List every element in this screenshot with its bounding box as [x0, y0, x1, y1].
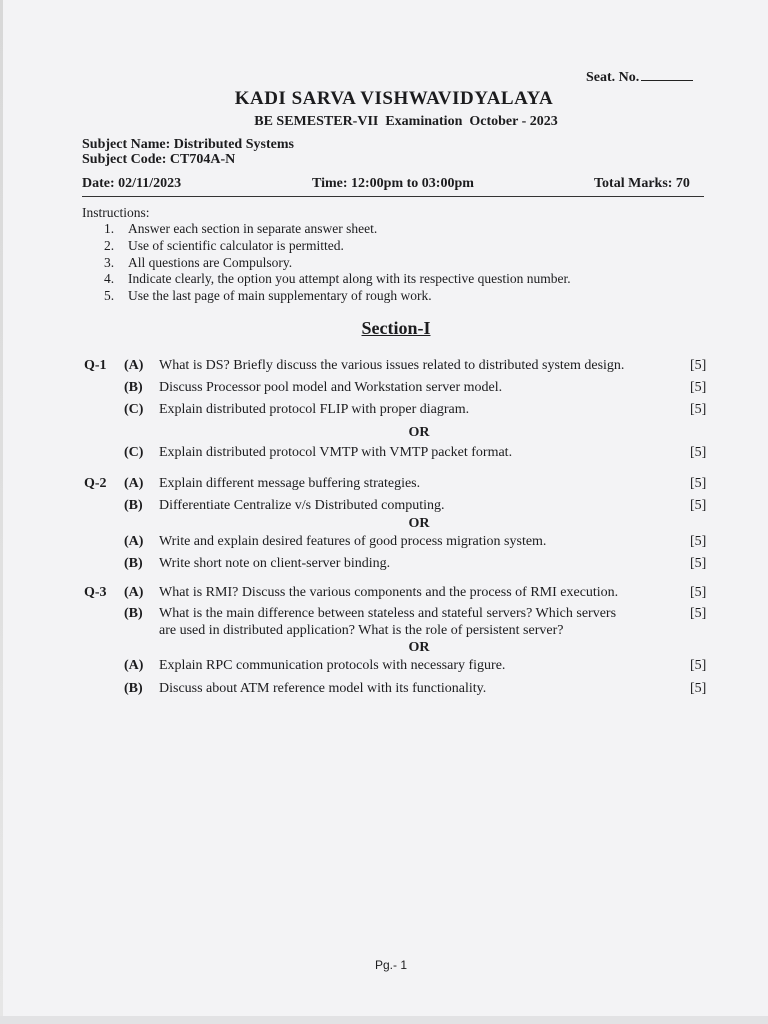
header-divider: [82, 196, 704, 197]
q3-part-a-text: What is RMI? Discuss the various components and the process of RMI execution.: [159, 585, 619, 600]
q3-part-b-text-line1: What is the main difference between stateless and stateful servers? Which servers: [159, 606, 617, 621]
q3-alt-part-b-label: (B): [124, 681, 143, 696]
q2-part-b-marks: [5]: [690, 498, 707, 513]
instruction-item: 1. Answer each section in separate answer sheet.: [104, 221, 378, 236]
q2-alt-part-a-label: (A): [124, 534, 144, 549]
seat-blank-line: [641, 68, 693, 81]
section-title: Section-I: [361, 318, 431, 338]
q1-alt-part-c-label: (C): [124, 445, 144, 460]
q1-part-a-label: (A): [124, 358, 144, 373]
q1-alt-part-c-text: Explain distributed protocol VMTP with VMTP packet format.: [159, 445, 513, 460]
q2-alt-part-b-marks: [5]: [690, 556, 707, 571]
subject-name: Subject Name: Distributed Systems: [82, 137, 294, 152]
q2-alt-part-a-text: Write and explain desired features of good process migration system.: [159, 534, 547, 549]
q3-alt-part-a-label: (A): [124, 658, 144, 673]
q1-part-b-marks: [5]: [690, 380, 707, 395]
scan-left-edge: [0, 0, 3, 1024]
q3-part-a-marks: [5]: [690, 585, 707, 600]
instruction-item: 2. Use of scientific calculator is permitted.: [104, 237, 344, 253]
q3-part-a-label: (A): [124, 585, 144, 600]
question-number-q2: Q-2: [84, 476, 107, 491]
total-marks: Total Marks: 70: [594, 176, 690, 191]
q1-part-c-label: (C): [124, 402, 144, 417]
q1-part-b-label: (B): [124, 380, 143, 395]
q3-alt-part-b-text: Discuss about ATM reference model with its functionality.: [159, 681, 487, 696]
page-number: Pg.- 1: [374, 958, 407, 972]
q1-alt-part-c-marks: [5]: [690, 445, 707, 460]
seat-number: [586, 68, 693, 86]
q1-part-c-marks: [5]: [690, 402, 707, 417]
q1-part-b-text: Discuss Processor pool model and Workstation server model.: [159, 380, 503, 395]
q1-part-a-text: What is DS? Briefly discuss the various issues related to distributed system design.: [159, 358, 625, 373]
instructions-heading: Instructions:: [82, 205, 150, 220]
q2-part-a-marks: [5]: [690, 476, 707, 491]
exam-date: Date: 02/11/2023: [82, 176, 182, 191]
exam-title: BE SEMESTER-VII Examination October - 2023: [254, 114, 558, 129]
question-number-q3: Q-3: [84, 585, 107, 600]
or-separator: OR: [408, 425, 430, 440]
exam-time: Time: 12:00pm to 03:00pm: [312, 176, 474, 191]
seat-label: Seat. No.: [586, 70, 640, 85]
instructions-list: [104, 221, 571, 305]
or-separator: OR: [408, 516, 430, 531]
q3-alt-part-a-text: Explain RPC communication protocols with necessary figure.: [159, 658, 506, 673]
q3-alt-part-b-marks: [5]: [690, 681, 707, 696]
q3-part-b-marks: [5]: [690, 606, 707, 621]
q3-part-b-label: (B): [124, 606, 143, 621]
q2-alt-part-b-text: Write short note on client-server binding.: [159, 556, 391, 571]
q2-alt-part-b-label: (B): [124, 556, 143, 571]
q1-part-c-text: Explain distributed protocol FLIP with proper diagram.: [159, 402, 470, 417]
university-name: KADI SARVA VISHWAVIDYALAYA: [234, 88, 554, 109]
q2-part-b-text: Differentiate Centralize v/s Distributed computing.: [159, 498, 445, 513]
instruction-item: 5. Use the last page of main supplementary of rough work.: [104, 288, 432, 304]
instruction-item: 4. Indicate clearly, the option you attempt along with its respective question number.: [104, 271, 571, 287]
instruction-item: 3. All questions are Compulsory.: [104, 254, 293, 270]
subject-code: Subject Code: CT704A-N: [82, 152, 236, 167]
scan-bottom-edge: [0, 1016, 768, 1024]
q2-part-a-label: (A): [124, 476, 144, 491]
q1-part-a-marks: [5]: [690, 358, 707, 373]
or-separator: OR: [408, 640, 430, 655]
q3-alt-part-a-marks: [5]: [690, 658, 707, 673]
question-number-q1: Q-1: [84, 358, 107, 373]
q2-part-b-label: (B): [124, 498, 143, 513]
q3-part-b-text-line2: are used in distributed application? What is the role of persistent server?: [159, 623, 564, 638]
q2-alt-part-a-marks: [5]: [690, 534, 707, 549]
q2-part-a-text: Explain different message buffering strategies.: [159, 476, 421, 491]
